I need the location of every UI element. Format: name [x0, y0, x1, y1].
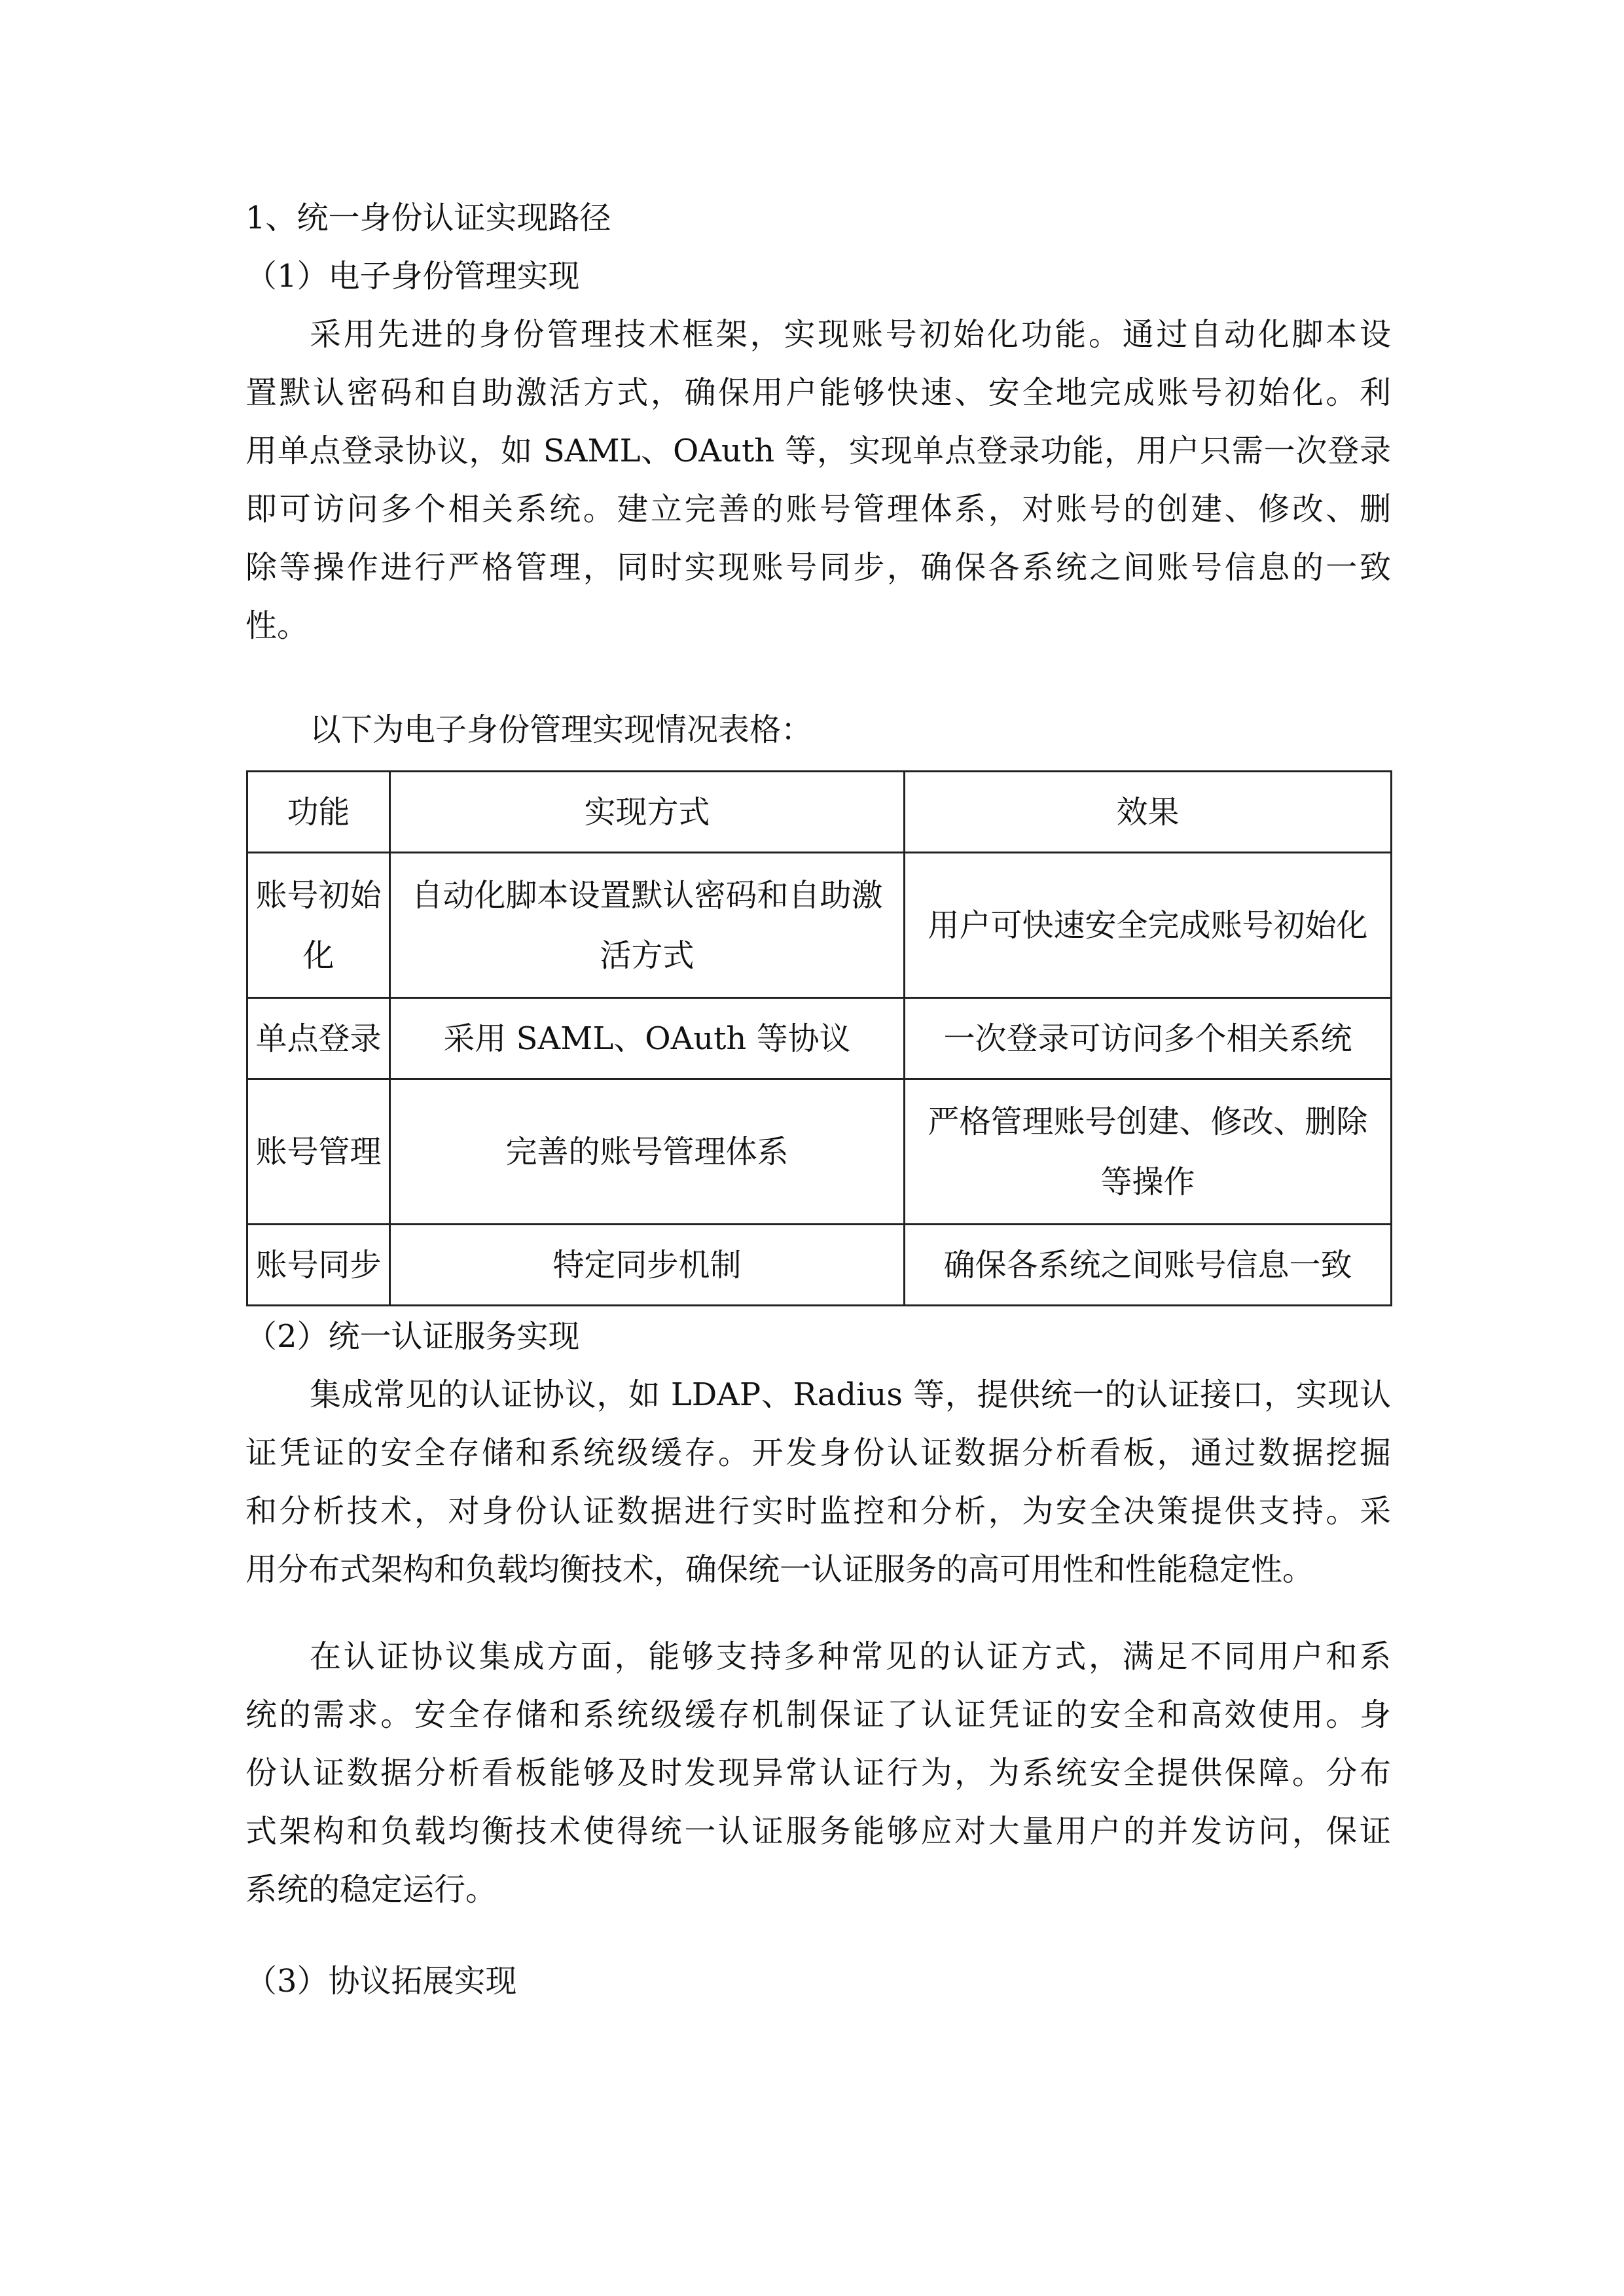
- paragraph-line: 式架构和负载均衡技术使得统一认证服务能够应对大量用户的并发访问，保证: [245, 1813, 1391, 1850]
- table-cell: [247, 1225, 390, 1306]
- table-cell: [390, 998, 905, 1079]
- section-title: 1、统一身份认证实现路径: [245, 200, 611, 236]
- table-header-cell: 实现方式: [390, 772, 905, 853]
- cell-line: 特定同步机制: [552, 1246, 742, 1283]
- table-cell: [247, 998, 390, 1079]
- paragraph-line: 统的需求。安全存储和系统级缓存机制保证了认证凭证的安全和高效使用。身: [245, 1696, 1391, 1733]
- cell-line: 一次登录可访问多个相关系统: [943, 1020, 1352, 1057]
- identity-management-table: [246, 770, 1392, 1306]
- cell-line: 账号同步: [255, 1246, 382, 1283]
- table-intro: 以下为电子身份管理实现情况表格：: [310, 711, 813, 748]
- paragraph-line: 即可访问多个相关系统。建立完善的账号管理体系，对账号的创建、修改、删: [245, 491, 1391, 528]
- table-row: [247, 1225, 1392, 1306]
- cell-line: 确保各系统之间账号信息一致: [943, 1246, 1352, 1283]
- subsection-title-3: （3）协议拓展实现: [245, 1963, 517, 2000]
- cell-line: 用户可快速安全完成账号初始化: [928, 906, 1368, 944]
- table-cell: [390, 853, 905, 998]
- paragraph-line: 和分析技术，对身份认证数据进行实时监控和分析，为安全决策提供支持。采: [245, 1493, 1391, 1530]
- table-cell: [247, 853, 390, 998]
- paragraph-line: 用单点登录协议，如 SAML、OAuth 等，实现单点登录功能，用户只需一次登录: [245, 433, 1391, 469]
- table-header-row: [247, 772, 1392, 853]
- table-cell: [390, 1079, 905, 1225]
- cell-line: 活方式: [600, 937, 695, 974]
- paragraph-line: 采用先进的身份管理技术框架，实现账号初始化功能。通过自动化脚本设: [310, 316, 1391, 353]
- table-cell: [247, 1079, 390, 1225]
- paragraph-line: 除等操作进行严格管理，同时实现账号同步，确保各系统之间账号信息的一致: [245, 549, 1391, 586]
- cell-line: 等操作: [1100, 1163, 1195, 1200]
- cell-line: 严格管理账号创建、修改、删除: [928, 1103, 1368, 1140]
- table-cell: [390, 1225, 905, 1306]
- cell-line: 化: [302, 937, 334, 974]
- paragraph-line: 证凭证的安全存储和系统级缓存。开发身份认证数据分析看板，通过数据挖掘: [245, 1435, 1391, 1471]
- cell-line: 账号初始: [255, 876, 382, 914]
- paragraph-line: 份认证数据分析看板能够及时发现异常认证行为，为系统安全提供保障。分布: [245, 1755, 1391, 1791]
- table-header-cell: 功能: [247, 772, 390, 853]
- table-cell: [905, 853, 1392, 998]
- table-cell: [905, 1225, 1392, 1306]
- subsection-title-1: （1）电子身份管理实现: [245, 258, 580, 295]
- cell-line: 自动化脚本设置默认密码和自助激: [411, 876, 883, 914]
- cell-line: 采用 SAML、OAuth 等协议: [443, 1020, 851, 1057]
- paragraph-line: 用分布式架构和负载均衡技术，确保统一认证服务的高可用性和性能稳定性。: [245, 1551, 1314, 1588]
- paragraph-line: 在认证协议集成方面，能够支持多种常见的认证方式，满足不同用户和系: [310, 1638, 1391, 1675]
- table-row: [247, 853, 1392, 998]
- cell-line: 账号管理: [255, 1133, 382, 1170]
- table-row: [247, 1079, 1392, 1225]
- table-row: [247, 998, 1392, 1079]
- paragraph-line: 系统的稳定运行。: [245, 1871, 497, 1908]
- paragraph-line: 置默认密码和自助激活方式，确保用户能够快速、安全地完成账号初始化。利: [245, 374, 1391, 411]
- paragraph-line: 性。: [245, 607, 309, 644]
- table-cell: [905, 998, 1392, 1079]
- subsection-title-2: （2）统一认证服务实现: [245, 1318, 580, 1355]
- table-cell: [905, 1079, 1392, 1225]
- cell-line: 完善的账号管理体系: [505, 1133, 789, 1170]
- cell-line: 单点登录: [255, 1020, 382, 1057]
- table-header-cell: 效果: [905, 772, 1392, 853]
- paragraph-line: 集成常见的认证协议，如 LDAP、Radius 等，提供统一的认证接口，实现认: [310, 1376, 1391, 1413]
